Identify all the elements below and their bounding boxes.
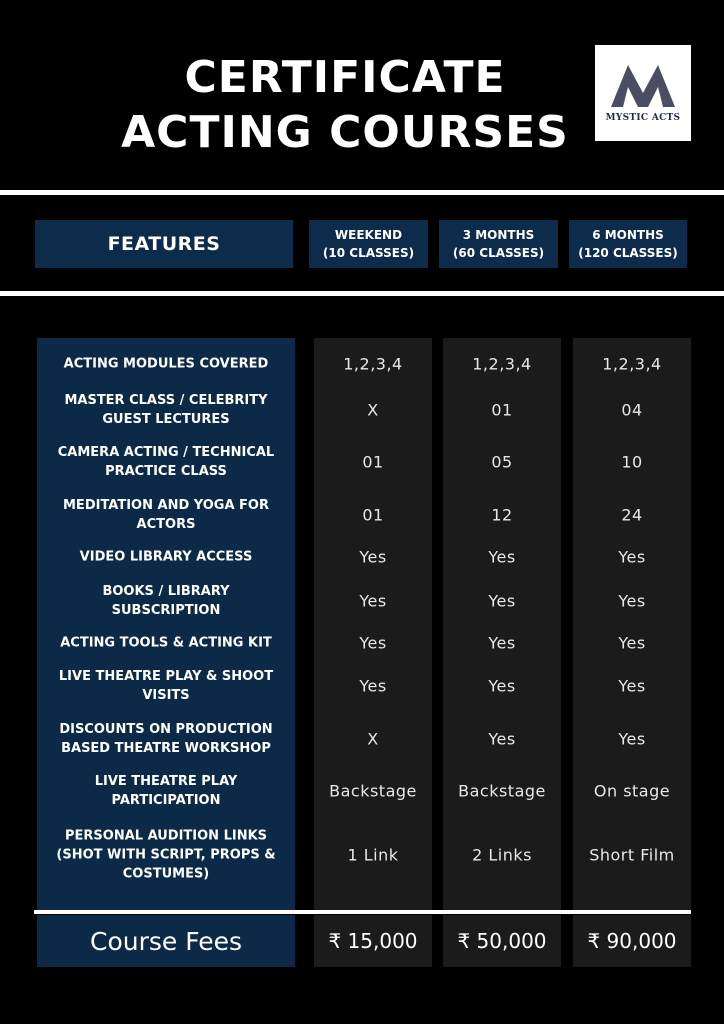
plan-header-line: (120 CLASSES)	[578, 246, 678, 260]
table-cell: Yes	[618, 729, 646, 749]
table-cell: Yes	[359, 591, 387, 611]
table-cell: 04	[621, 400, 643, 420]
feature-label: DISCOUNTS ON PRODUCTION BASED THEATRE WORKSHOP	[59, 722, 273, 756]
table-cell: 1,2,3,4	[343, 354, 403, 374]
title-line-2: ACTING COURSES	[121, 107, 569, 158]
features-header: FEATURES	[35, 220, 293, 268]
feature-label: VIDEO LIBRARY ACCESS	[79, 549, 253, 565]
table-cell: 01	[491, 400, 513, 420]
table-cell: Yes	[488, 729, 516, 749]
feature-label: LIVE THEATRE PLAY PARTICIPATION	[94, 774, 238, 808]
fee-6-months: ₹ 90,000	[573, 915, 691, 967]
plan-header-6-months	[569, 220, 687, 268]
table-cell: 01	[362, 505, 384, 525]
feature-label: CAMERA ACTING / TECHNICAL PRACTICE CLASS	[57, 445, 275, 479]
divider-top	[0, 190, 724, 195]
feature-label: LIVE THEATRE PLAY & SHOOT VISITS	[58, 669, 274, 703]
three-months-column	[443, 338, 561, 910]
logo	[595, 45, 691, 141]
logo-text: MYSTIC ACTS	[605, 113, 681, 123]
table-cell: X	[367, 400, 379, 420]
table-cell: Yes	[488, 591, 516, 611]
fee-weekend: ₹ 15,000	[314, 915, 432, 967]
table-cell: 01	[362, 452, 384, 472]
table-cell: Yes	[618, 633, 646, 653]
course-fees-label: Course Fees	[37, 915, 295, 967]
fee-3-months: ₹ 50,000	[443, 915, 561, 967]
divider-middle	[0, 291, 724, 296]
table-cell: Short Film	[589, 845, 675, 865]
plan-header-line: 3 MONTHS	[462, 228, 535, 242]
table-cell: 12	[491, 505, 513, 525]
page-title	[100, 50, 590, 160]
table-cell: 1,2,3,4	[602, 354, 662, 374]
weekend-column	[314, 338, 432, 910]
table-cell: Yes	[488, 547, 516, 567]
feature-label: PERSONAL AUDITION LINKS (SHOT WITH SCRIPT, PROPS & COSTUMES)	[56, 828, 276, 882]
feature-label: BOOKS / LIBRARY SUBSCRIPTION	[102, 584, 230, 618]
table-cell: Yes	[618, 547, 646, 567]
table-cell: Yes	[618, 591, 646, 611]
table-cell: 24	[621, 505, 643, 525]
feature-label: MEDITATION AND YOGA FOR ACTORS	[63, 498, 269, 532]
table-cell: Yes	[359, 676, 387, 696]
plan-header-line: (10 CLASSES)	[322, 246, 415, 260]
plan-header-line: WEEKEND	[334, 228, 403, 242]
table-cell: 1 Link	[347, 845, 399, 865]
table-cell: 1,2,3,4	[472, 354, 532, 374]
mountain-m-logo-icon	[611, 63, 675, 107]
table-cell: Yes	[488, 633, 516, 653]
table-cell: Yes	[488, 676, 516, 696]
table-cell: Backstage	[458, 781, 546, 801]
feature-label: ACTING TOOLS & ACTING KIT	[60, 635, 272, 651]
table-cell: 2 Links	[472, 845, 532, 865]
table-cell: X	[367, 729, 379, 749]
table-cell: On stage	[593, 781, 671, 801]
table-cell: 10	[621, 452, 643, 472]
six-months-column	[573, 338, 691, 910]
feature-label: ACTING MODULES COVERED	[63, 356, 269, 372]
table-cell: 05	[491, 452, 513, 472]
divider-bottom	[34, 910, 691, 914]
plan-header-line: 6 MONTHS	[592, 228, 664, 242]
plan-header-line: (60 CLASSES)	[452, 246, 545, 260]
table-cell: Yes	[359, 547, 387, 567]
table-cell: Yes	[618, 676, 646, 696]
plan-header-weekend	[309, 220, 428, 268]
feature-label: MASTER CLASS / CELEBRITY GUEST LECTURES	[64, 393, 268, 427]
plan-header-3-months	[439, 220, 558, 268]
table-cell: Backstage	[329, 781, 417, 801]
title-line-1: CERTIFICATE	[184, 52, 506, 103]
table-cell: Yes	[359, 633, 387, 653]
